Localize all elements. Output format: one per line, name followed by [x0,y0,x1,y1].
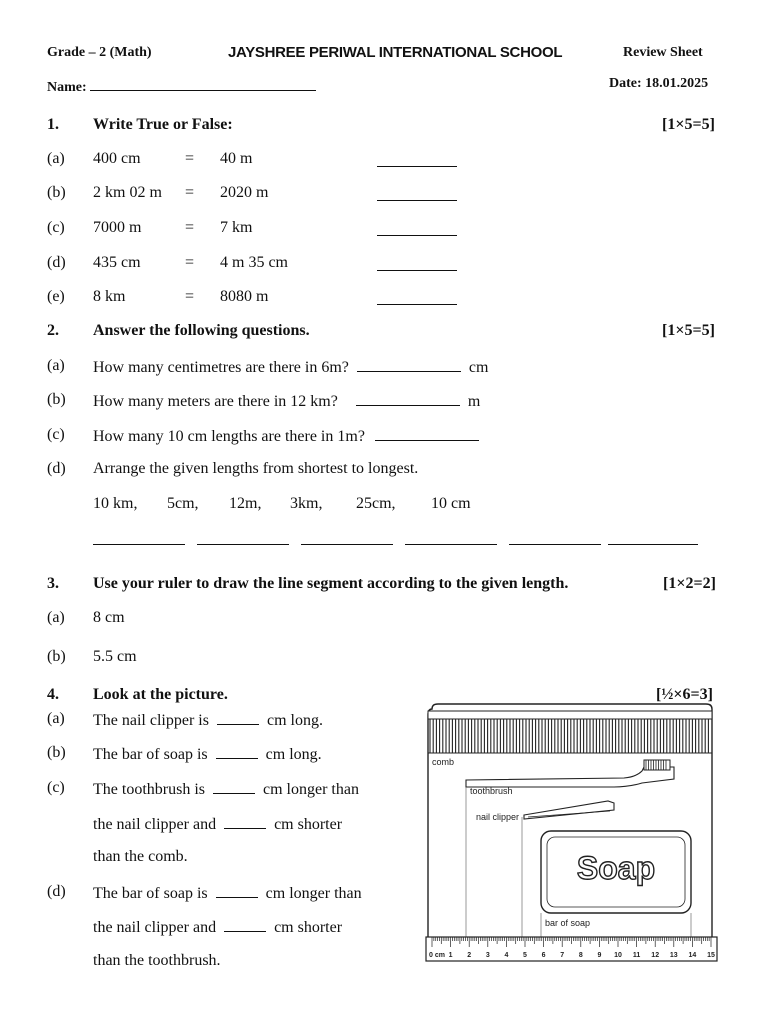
q2b-row [93,391,480,411]
q4d-line2-pre: the nail clipper and [93,919,217,936]
q4c-line2-post: cm shorter [274,816,343,833]
q2-marks: [1×5=5] [662,322,715,339]
q2-length-6: 10 cm [431,495,471,512]
q4c-line3: than the comb. [93,848,188,865]
q2a-label: (a) [47,357,65,374]
q4c-line2-pre: the nail clipper and [93,816,217,833]
ruler-number: 11 [632,952,641,959]
comb-label: comb [432,757,455,767]
nail-clipper-label: nail clipper [476,812,520,822]
q1b-label: (b) [47,184,66,201]
q4d-label: (d) [47,883,66,900]
q3b-text: 5.5 cm [93,648,137,665]
q4a-row [93,710,323,730]
q1a-right: 40 m [220,150,253,167]
q1a-left: 400 cm [93,150,141,167]
q2-length-4: 3km, [290,495,323,512]
q3-marks: [1×2=2] [663,575,716,592]
q2b-text: How many meters are there in 12 km? [93,393,338,410]
q2-number: 2. [47,322,59,339]
ruler-number: 13 [669,952,678,959]
q4c-row-2 [93,814,342,834]
q2-length-5: 25cm, [356,495,396,512]
q1b-left: 2 km 02 m [93,184,162,201]
q4c-post: cm longer than [263,781,359,798]
q2d-order-blank-3[interactable] [301,530,393,545]
q3-number: 3. [47,575,59,592]
q4-title: Look at the picture. [93,686,228,703]
ruler-number: 1 [448,952,453,959]
q4b-row [93,744,322,764]
q2a-text: How many centimetres are there in 6m? [93,359,349,376]
q2-length-3: 12m, [229,495,262,512]
q2c-row [93,426,479,446]
q4d-line2-post: cm shorter [274,919,343,936]
q2a-row [93,357,488,377]
q1c-eq: = [185,219,195,236]
q1d-left: 435 cm [93,254,141,271]
q2-title: Answer the following questions. [93,322,310,339]
q4b-pre: The bar of soap is [93,746,208,763]
q1a-label: (a) [47,150,65,167]
q4a-pre: The nail clipper is [93,712,209,729]
q3a-text: 8 cm [93,609,125,626]
q4d-line3: than the toothbrush. [93,952,221,969]
ruler-number: 7 [560,952,565,959]
q1d-answer-blank[interactable] [377,256,457,271]
ruler-number: 12 [651,952,660,959]
q1c-label: (c) [47,219,65,236]
ruler-number: 10 [614,952,622,959]
q1d-right: 4 m 35 cm [220,254,288,271]
ruler-number: 15 [707,952,715,959]
name-label: Name: [47,80,87,95]
ruler-numbers [449,952,715,959]
q1a-answer-blank[interactable] [377,152,457,167]
ruler-number: 5 [523,952,527,959]
q4b-label: (b) [47,744,66,761]
sheet-title: Review Sheet [623,45,703,60]
comb-spine [428,711,712,719]
q1b-answer-blank[interactable] [377,186,457,201]
q4b-answer-blank[interactable] [216,744,258,759]
ruler-number: 14 [688,952,697,959]
q4c-row-1 [93,779,359,799]
q4b-post: cm long. [265,746,322,763]
toothbrush-label: toothbrush [470,786,513,796]
q2-length-2: 5cm, [167,495,199,512]
q1b-right: 2020 m [220,184,269,201]
ruler-number: 9 [597,952,602,959]
q2c-label: (c) [47,426,65,443]
q4d-answer-blank-1[interactable] [216,883,258,898]
q2a-answer-blank[interactable] [357,357,461,372]
q1e-answer-blank[interactable] [377,290,457,305]
q2a-unit: cm [468,359,489,376]
measurement-picture [424,703,720,965]
q2d-order-blank-1[interactable] [93,530,185,545]
school-name: JAYSHREE PERIWAL INTERNATIONAL SCHOOL [228,44,563,61]
q2d-order-blank-4[interactable] [405,530,497,545]
date-label: Date: 18.01.2025 [609,76,709,91]
q4a-post: cm long. [266,712,323,729]
bar-of-soap-label: bar of soap [545,918,591,928]
q4c-answer-blank-1[interactable] [213,779,255,794]
q2d-text: Arrange the given lengths from shortest to longest. [93,460,419,477]
q1c-left: 7000 m [93,219,142,236]
q4c-answer-blank-2[interactable] [224,814,266,829]
q1-number: 1. [47,116,59,133]
q1-marks: [1×5=5] [662,116,715,133]
q2c-answer-blank[interactable] [375,426,479,441]
ruler-number: 8 [578,952,583,959]
soap-brand: Soap [576,850,656,886]
q3b-label: (b) [47,648,66,665]
q4c-label: (c) [47,779,65,796]
ruler-zero-label: 0 cm [429,952,445,959]
q4a-answer-blank[interactable] [217,710,259,725]
q4d-post: cm longer than [265,885,362,902]
q2b-unit: m [467,393,481,410]
q1c-answer-blank[interactable] [377,221,457,236]
ruler-number: 2 [467,952,472,959]
q4d-row-2 [93,917,342,937]
q1-title: Write True or False: [93,116,233,133]
ruler-number: 6 [541,952,546,959]
q1e-label: (e) [47,288,65,305]
q4-marks: [½×6=3] [656,686,713,703]
q4a-label: (a) [47,710,65,727]
name-row [47,76,316,96]
q2d-order-blank-6[interactable] [608,530,698,545]
name-blank[interactable] [90,76,316,91]
q4d-pre: The bar of soap is [93,885,208,902]
q2c-text: How many 10 cm lengths are there in 1m? [93,428,365,445]
q2b-answer-blank[interactable] [356,391,460,406]
q1c-right: 7 km [220,219,253,236]
q1b-eq: = [185,184,195,201]
q1e-eq: = [185,288,195,305]
q2d-order-blank-2[interactable] [197,530,289,545]
q1d-eq: = [185,254,195,271]
q1e-left: 8 km [93,288,126,305]
q4d-answer-blank-2[interactable] [224,917,266,932]
grade-label: Grade – 2 (Math) [47,45,152,60]
q3-title: Use your ruler to draw the line segment according to the given length. [93,575,569,592]
q1a-eq: = [185,150,195,167]
q2d-order-blank-5[interactable] [509,530,601,545]
ruler-number: 3 [485,952,490,959]
q3a-label: (a) [47,609,65,626]
ruler-number: 4 [504,952,509,959]
q2-length-1: 10 km, [93,495,138,512]
q2b-label: (b) [47,391,66,408]
q4d-row-1 [93,883,362,903]
q2d-label: (d) [47,460,66,477]
q4-number: 4. [47,686,59,703]
q1d-label: (d) [47,254,66,271]
q1e-right: 8080 m [220,288,269,305]
q4c-pre: The toothbrush is [93,781,205,798]
